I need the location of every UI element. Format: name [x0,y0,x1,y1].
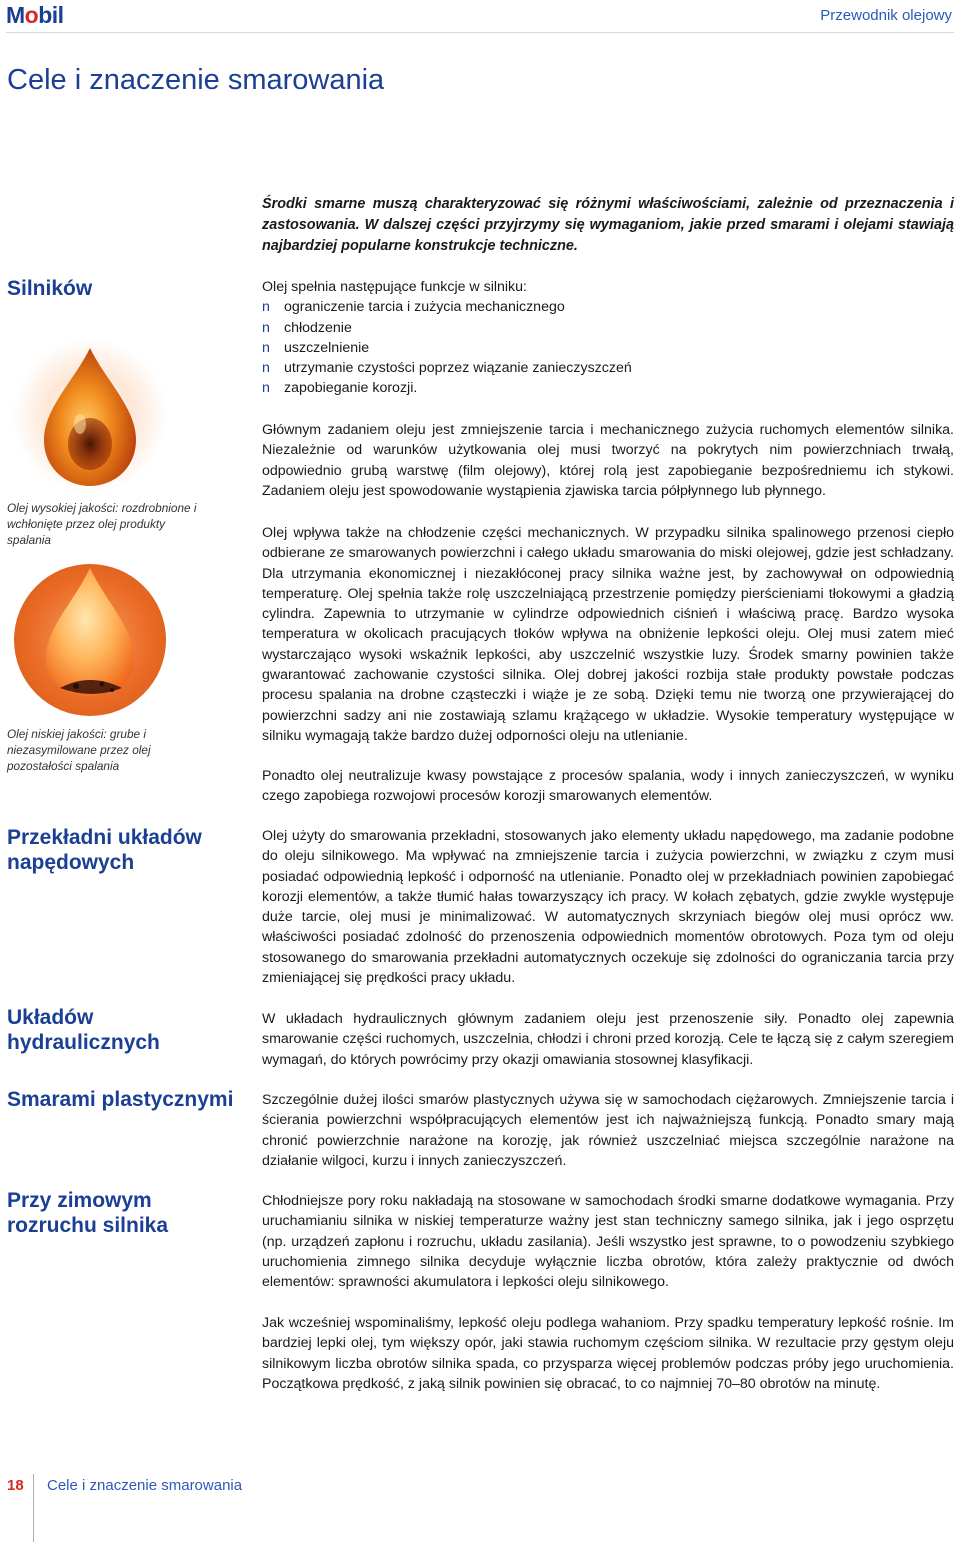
bullet-marker: n [262,319,270,336]
heading-cold-start: Przy zimowym rozruchu silnika [7,1189,169,1237]
engines-paragraph-3: Ponadto olej neutralizuje kwasy powstające z procesów spalania, wody i innych zanieczyszczeń, w wyniku czego zapobiega rozwojowi procesów korozji smarowanych elementów. [262,768,954,805]
footer-title: Cele i znaczenie smarowania [47,1477,243,1494]
bullet-marker: n [262,299,270,316]
heading-hydraulics: Układów hydraulicznych [7,1006,160,1054]
intro-paragraph: Środki smarne muszą charakteryzować się różnymi właściwościami, zależnie od przeznaczenia i zastosowania. W dalszej części przyjrzymy się wymaganiom, jakie przed smarami i olejami stawiają najbardziej popularne konstrukcje techniczne. [262,196,954,254]
page-header [0,0,960,34]
bullet-marker: n [262,380,270,397]
engines-paragraph-1: Głównym zadaniem oleju jest zmniejszenie tarcia i mechanicznego zużycia ruchomych elementów silnika. Niezależnie od warunków użytkowania olej musi tworzyć na pokrytych nim powierzchniach trwałą, odpowiednio grubą warstwę (film olejowy), której rolą jest zapobieganie bezpośredniemu ich stykowi. Zadaniem oleju jest spowodowanie wystąpienia zjawiska tarcia półpłynnego lub płynnego. [262,422,954,499]
caption-low-quality-oil: Olej niskiej jakości: grube i niezasymilowane przez olej pozostałości spalania [7,727,151,773]
list-item: n utrzymanie czystości poprzez wiązanie zanieczyszczeń [262,358,954,378]
list-item: n zapobieganie korozji. [262,378,954,398]
list-item: n ograniczenie tarcia i zużycia mechanicznego [262,297,954,317]
heading-engines: Silników [7,277,93,300]
cold-start-paragraph-2: Jak wcześniej wspominaliśmy, lepkość oleju podlega wahaniom. Przy spadku temperatury lepkość rośnie. Im bardziej lepki olej, tym większy opór, jaki stawia ruchomym częściom silnika. W rezultacie przy gęstym oleju silnikowym liczba obrotów silnika spada, co przysparza więcej problemów podczas próby jego uruchomienia. Początkowa prędkość, z jaką silnik powinien się obracać, to co najmniej 70–80 obrotów na minutę. [262,1315,954,1392]
engines-paragraph-2: Olej wpływa także na chłodzenie części mechanicznych. W przypadku silnika spalinowego przenosi ciepło odbierane ze smarowanych powierzchni i całego układu smarowania do miski olejowej, gdzie jest schładzany. Dla utrzymania ekonomicznej i niezakłóconej pracy silnika ważne jest, by zachowywał on odpowiednią temperaturę. Olej spełnia także rolę uszczelniającą przestrzenie pomiędzy pierścieniami tłokowymi a gładzią cylindra. Zapewnia to utrzymanie w cylindrze odpowiednich ciśnień i właściwą pracę. Bardzo wysoka temperatura w okolicach pracujących tłoków wpływa na obniżenie lepkości oleju. Olej musi zatem mieć wystarczająco wysoki wskaźnik lepkości, aby uszczelnić wszystkie luzy. Środek smarny powinien także gwarantować zachowanie czystości silnika. Olej dobrej jakości rozbija stałe produkty powstałe podczas procesu spalania na drobne cząsteczki i wiąże je ze sobą. Dzięki temu nie tworzą one przywierającej do powierzchni sadzy ani nie zostawiają szlamu krążącego w układzie. Wysokie temperatury występujące w silniku wymagają także bardzo dużej odporności oleju na utlenianie. [262,525,954,744]
high-quality-oil-drop-image [10,336,170,496]
gears-paragraph: Olej użyty do smarowania przekładni, stosowanych jako elementy układu napędowego, ma zadanie podobne do oleju silnikowego. Ma wpływać na zmniejszenie tarcia i zużycia powierzchni, w związku z czym musi posiadać odpowiednią lepkość i odporność na utlenianie. Ponadto olej w przekładniach powinien zapobiegać korozji elementów, a także tłumić hałas towarzyszący ich pracy. W kołach zębatych, gdzie zwykle występuje duże tarcie, olej musi je minimalizować. W automatycznych skrzyniach biegów olej musi oprócz ww. właściwości posiadać zdolność do przenoszenia odpowiednich momentów obrotowych. Poza tym od oleju stosowanego do smarowania przekładni automatycznych oczekuje się zdolności do ograniczania tarcia przy zmieniającej się prędkości pracy układu. [262,828,954,987]
engines-lead: Olej spełnia następujące funkcje w silniku: [262,279,527,295]
list-item: n chłodzenie [262,318,954,338]
header-divider [6,32,954,33]
guide-title: Przewodnik olejowy [820,7,952,24]
mobil-logo: Mobil [6,2,64,28]
engines-functions-block [262,277,954,399]
heading-gears: Przekładni układów napędowych [7,826,202,874]
bullet-marker: n [262,360,270,377]
caption-high-quality-oil: Olej wysokiej jakości: rozdrobnione i wchłonięte przez olej produkty spalania [7,501,197,547]
heading-greases: Smarami plastycznymi [7,1088,234,1111]
footer-divider [33,1474,34,1542]
bullet-marker: n [262,339,270,356]
page-number: 18 [7,1477,24,1494]
engine-functions-list [262,297,954,398]
hydraulics-paragraph: W układach hydraulicznych głównym zadaniem oleju jest przenoszenie siły. Ponadto olej zapewnia smarowanie części ruchomych, uszczelnia, chłodzi i chroni przed korozją. Cele te łączą się z całym szeregiem wymagań, do których powrócimy przy okazji omawiania stosownej klasyfikacji. [262,1011,954,1068]
greases-paragraph: Szczególnie dużej ilości smarów plastycznych używa się w samochodach ciężarowych. Zmniejszenie tarcia i ścierania powierzchni współpracujących elementów jest ich najważniejszą funkcją. Ponadto smary mają chronić powierzchnie narażone na korozję, jak również uszczelniać miejsca szczególnie narażone na działanie wilgoci, kurzu i innych zanieczyszczeń. [262,1092,954,1169]
list-item: n uszczelnienie [262,338,954,358]
cold-start-paragraph-1: Chłodniejsze pory roku nakładają na stosowane w samochodach środki smarne dodatkowe wymagania. Przy uruchamianiu silnika w niskiej temperaturze ważny jest stan techniczny samego silnika, jak i jego osprzętu (np. urządzeń zapłonu i rozruchu, układu zasilania). Jeśli wszystko jest sprawne, to o powodzeniu szybkiego uruchomienia zimnego silnika decyduje wyłącznie liczba obrotów, która zależy praktycznie od dwóch elementów: sprawności akumulatora i lepkości oleju silnikowego. [262,1193,954,1291]
page-title: Cele i znaczenie smarowania [7,64,385,96]
low-quality-oil-drop-image [10,560,170,720]
